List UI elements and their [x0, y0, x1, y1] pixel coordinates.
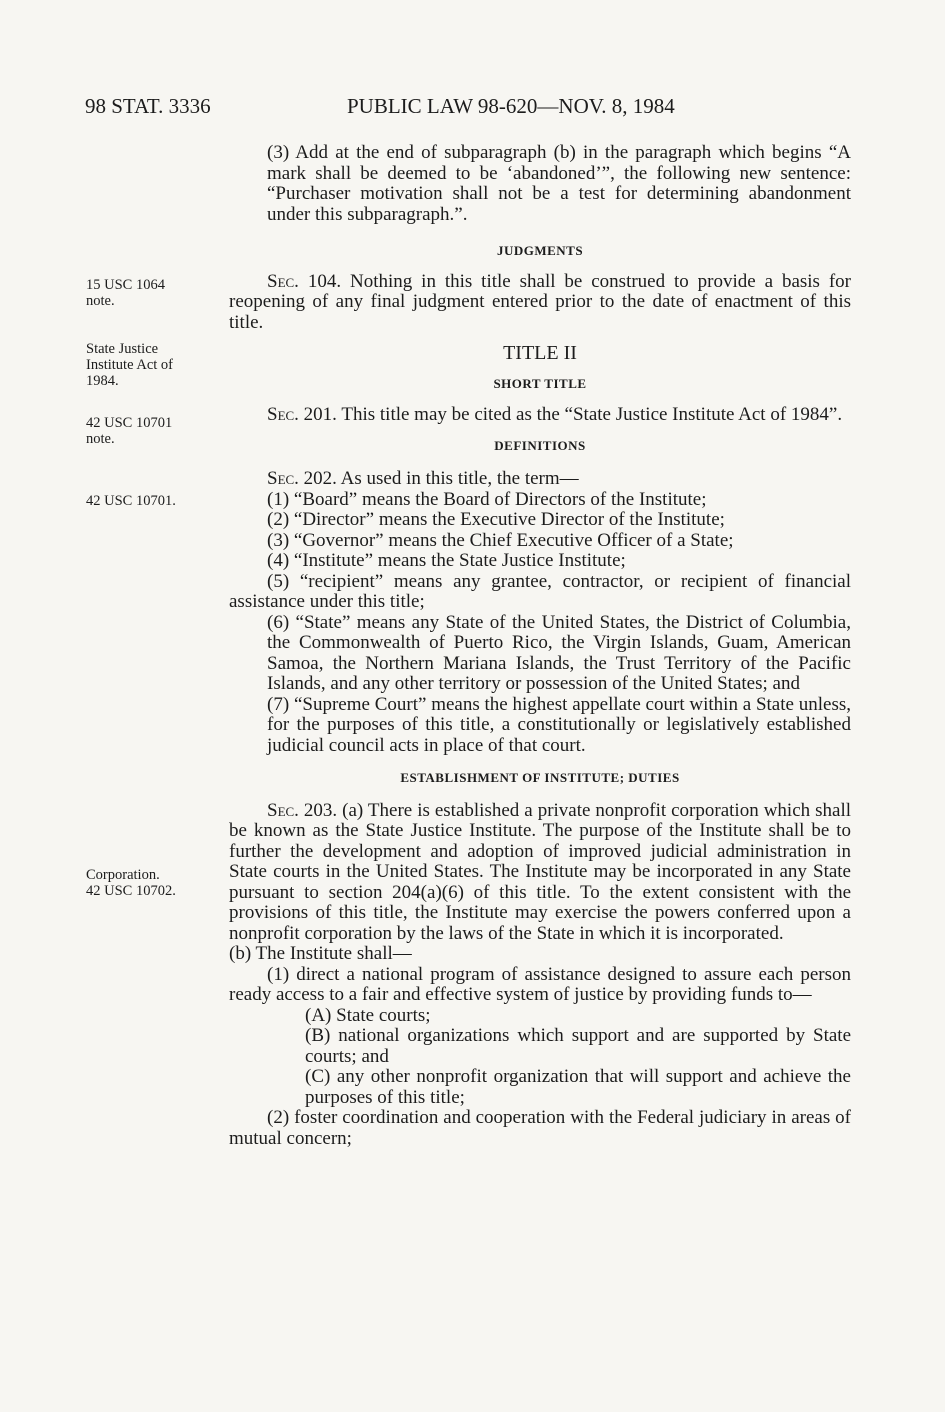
margin-note-state-justice-act [86, 341, 216, 389]
stat-page-number: 98 STAT. 3336 [85, 94, 211, 118]
margin-note-line: 42 USC 10701. [86, 493, 176, 509]
margin-note-line: 15 USC 1064 [86, 277, 165, 293]
definition-1: (1) “Board” means the Board of Directors of the Institute; [267, 488, 707, 510]
section-104 [229, 272, 851, 334]
heading-definitions: DEFINITIONS [494, 437, 586, 453]
margin-note-line: State Justice [86, 341, 159, 357]
heading-judgments: JUDGMENTS [496, 243, 584, 258]
margin-note-line: 1984. [86, 373, 119, 389]
section-203-b-1: (1) direct a national program of assistance designed to assure each person ready access to a fair and effective system of justice by providing funds to— [229, 963, 851, 1005]
heading-establishment: ESTABLISHMENT OF INSTITUTE; DUTIES [400, 770, 680, 785]
section-text: (a) There is established a private nonprofit corporation which shall be known as the State Justice Institute. The purpose of the Institute shall be to further the development and adoption of improved judicial administration in State courts in the United States. The Institute may be incorporated in any State pursuant to section 204(a)(6) of this title. To the extent consistent with the provisions of this title, the Institute may exercise the powers conferred upon a nonprofit corporation by the laws of the State in which it is incorporated. [229, 799, 852, 944]
margin-note-corporation [86, 867, 216, 899]
margin-note-42usc10701 [86, 493, 216, 509]
definition-6: (6) “State” means any State of the United States, the District of Columbia, the Commonwealth of Puerto Rico, the Virgin Islands, Guam, American Samoa, the Northern Mariana Islands, the Trust Territory of the Pacific Islands, and any other territory or possession of the United States; and [267, 611, 851, 694]
section-label: Sec. 104. [267, 270, 342, 292]
section-201 [229, 405, 851, 426]
section-202 [229, 469, 851, 490]
margin-note-line: 42 USC 10701 [86, 415, 173, 431]
section-text: This title may be cited as the “State Justice Institute Act of 1984”. [341, 404, 843, 425]
title-ii-heading: TITLE II [503, 342, 577, 364]
section-label: Sec. 203. [267, 799, 338, 821]
running-title: PUBLIC LAW 98-620—NOV. 8, 1984 [347, 94, 675, 118]
definition-4: (4) “Institute” means the State Justice Institute; [267, 550, 626, 571]
section-text: Nothing in this title shall be construed to provide a basis for reopening of any final judgment entered prior to the date of enactment of this title. [229, 270, 851, 333]
margin-note-line: note. [86, 431, 115, 447]
section-203-b-1-C: (C) any other nonprofit organization that will support and achieve the purposes of this title; [305, 1066, 851, 1108]
section-203-b-1-B: (B) national organizations which support and are supported by State courts; and [305, 1025, 851, 1067]
section-label: Sec. 201. [267, 404, 337, 425]
margin-note-line: Institute Act of [86, 357, 173, 373]
definition-7: (7) “Supreme Court” means the highest appellate court within a State unless, for the purposes of this title, a constitutionally or legislatively established judicial council acts in place of that court. [267, 693, 851, 756]
margin-note-line: Corporation. [86, 867, 160, 883]
paragraph-item-3: (3) Add at the end of subparagraph (b) in the paragraph which begins “A mark shall be deemed to be ‘abandoned’”, the following new sentence: “Purchaser motivation shall not be a test for determining abandonment under this subparagraph.”. [267, 142, 851, 225]
margin-note-15usc1064 [86, 277, 216, 309]
definition-2: (2) “Director” means the Executive Director of the Institute; [267, 509, 725, 530]
page-header [85, 94, 850, 120]
margin-note-line: note. [86, 293, 115, 309]
section-203-b-2: (2) foster coordination and cooperation with the Federal judiciary in areas of mutual concern; [229, 1107, 851, 1149]
margin-note-line: 42 USC 10702. [86, 883, 176, 899]
section-text: As used in this title, the term— [340, 468, 579, 489]
body-text [229, 143, 851, 1149]
margin-note-42usc10701-note [86, 415, 216, 447]
section-203-a [229, 801, 851, 945]
definition-3: (3) “Governor” means the Chief Executive Officer of a State; [267, 529, 734, 551]
section-label: Sec. 202. [267, 468, 337, 489]
definition-5: (5) “recipient” means any grantee, contractor, or recipient of financial assistance under this title; [229, 570, 851, 612]
section-203-b-1-A: (A) State courts; [305, 1004, 431, 1026]
section-203-b-intro: (b) The Institute shall— [229, 943, 412, 964]
heading-short-title: SHORT TITLE [493, 375, 587, 391]
